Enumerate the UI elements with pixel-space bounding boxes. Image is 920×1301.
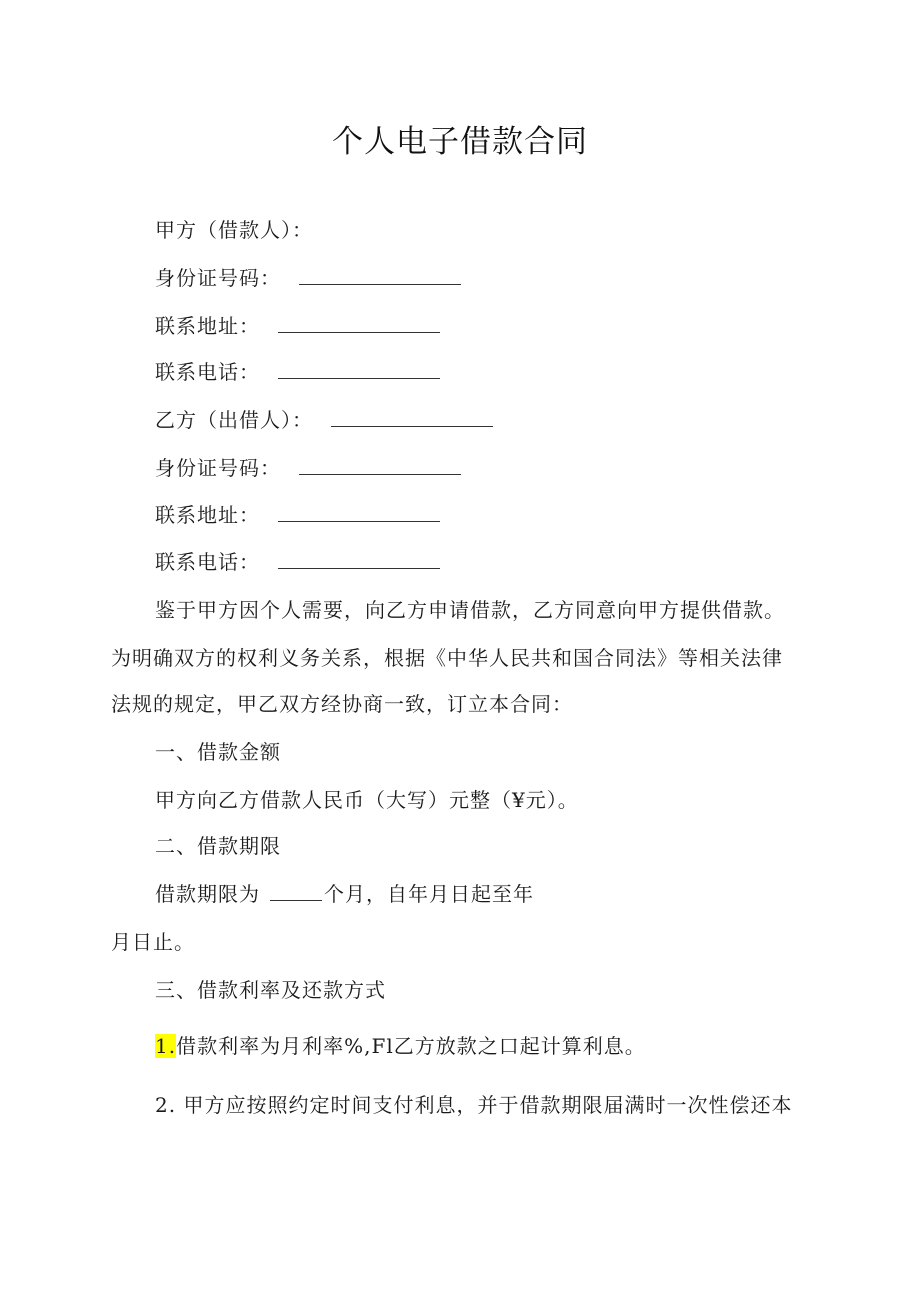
party-a-address-label: 联系地址： (155, 314, 260, 338)
item-1-text: 借款利率为月利率%,Fl乙方放款之口起计算利息。 (176, 1034, 646, 1058)
party-b-address-blank[interactable] (278, 503, 440, 522)
item-1-number-highlight: 1. (155, 1034, 177, 1058)
party-b-id-line (155, 454, 461, 482)
party-b-heading-line (155, 406, 493, 434)
party-b-phone-line (155, 548, 440, 576)
party-b-id-label: 身份证号码： (155, 456, 281, 480)
section-1-text: 甲方向乙方借款人民币（大写）元整（¥元）。 (155, 788, 579, 812)
page-title: 个人电子借款合同 (332, 124, 588, 160)
section-3-heading: 三、借款利率及还款方式 (155, 978, 386, 1002)
party-b-phone-blank[interactable] (278, 550, 440, 569)
party-a-phone-label: 联系电话： (155, 360, 260, 384)
party-a-heading: 甲方（借款人）： (155, 218, 313, 242)
party-b-address-line (155, 501, 440, 529)
section-1-heading: 一、借款金额 (155, 740, 281, 764)
party-a-phone-line (155, 358, 440, 386)
party-b-id-blank[interactable] (299, 456, 461, 475)
section-2-heading: 二、借款期限 (155, 834, 281, 858)
preamble-line-2: 为明确双方的权利义务关系，根据《中华人民共和国合同法》等相关法律 (111, 646, 783, 670)
party-b-name-blank[interactable] (331, 408, 493, 427)
section-3-item-1 (155, 1032, 646, 1060)
party-a-address-line (155, 312, 440, 340)
section-2-text (155, 880, 534, 908)
party-a-phone-blank[interactable] (278, 360, 440, 379)
party-a-id-label: 身份证号码： (155, 266, 281, 290)
party-b-phone-label: 联系电话： (155, 550, 260, 574)
preamble-line-1: 鉴于甲方因个人需要，向乙方申请借款，乙方同意向甲方提供借款。 (155, 598, 785, 622)
section-3-item-2: 2. 甲方应按照约定时间支付利息，并于借款期限届满时一次性偿还本 (155, 1093, 793, 1117)
preamble-line-3: 法规的规定，甲乙双方经协商一致，订立本合同： (111, 692, 573, 716)
section-2-text-cont: 月日止。 (111, 930, 195, 954)
party-a-address-blank[interactable] (278, 314, 440, 333)
party-b-heading: 乙方（出借人）： (155, 408, 313, 432)
party-a-id-line (155, 264, 461, 292)
section-2-text-after: 个月，自年月日起至年 (324, 882, 534, 906)
section-2-text-before: 借款期限为 (155, 882, 260, 906)
party-a-id-blank[interactable] (299, 266, 461, 285)
loan-months-blank[interactable] (270, 882, 322, 901)
party-b-address-label: 联系地址： (155, 503, 260, 527)
